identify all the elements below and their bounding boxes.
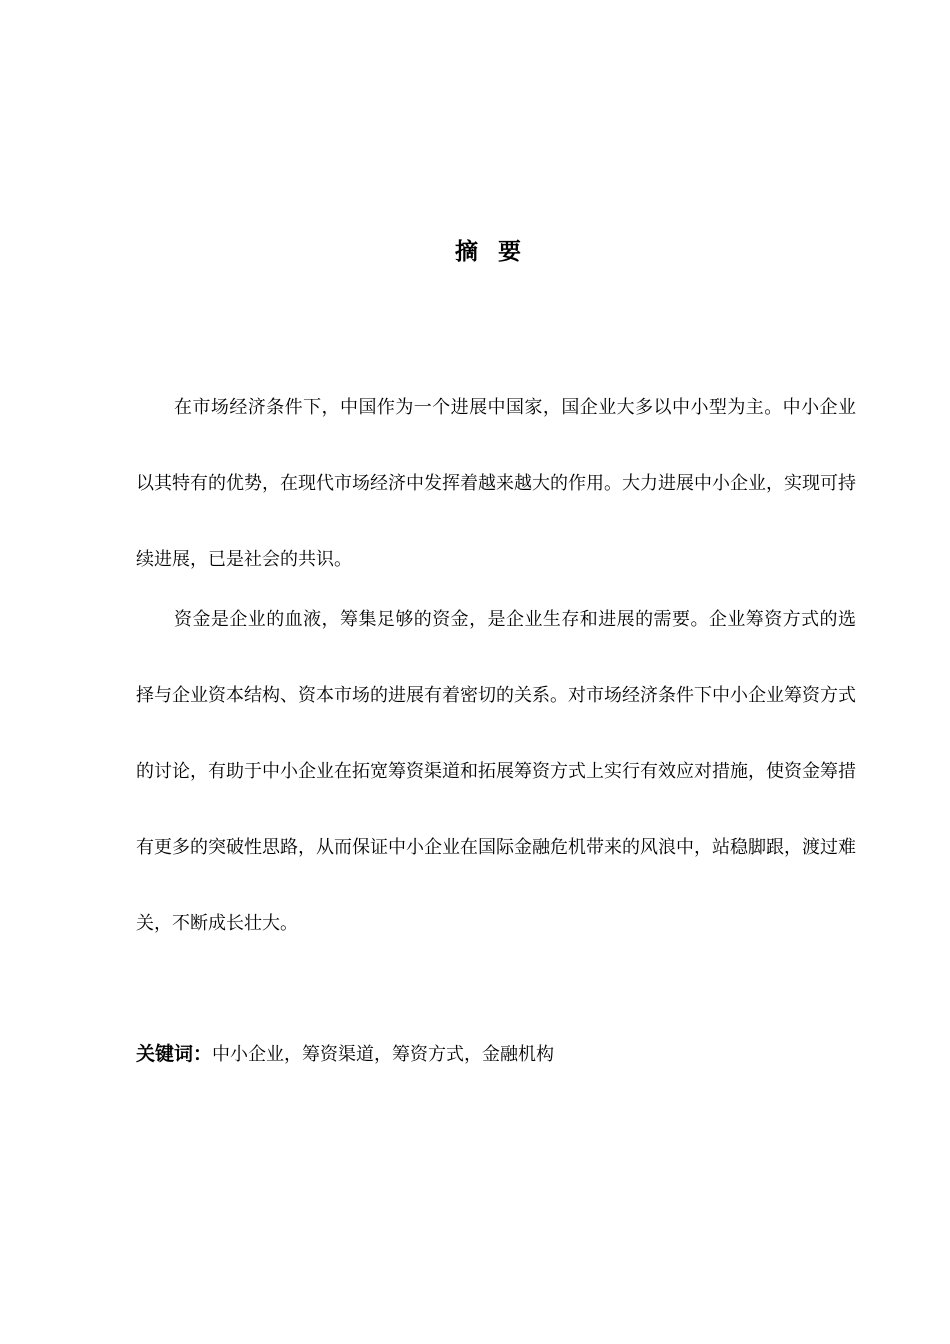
keywords-line (136, 1036, 554, 1073)
abstract-paragraph-2: 资金是企业的血液，筹集足够的资金，是企业生存和进展的需要。企业筹资方式的选择与企业资本结构、资本市场的进展有着密切的关系。对市场经济条件下中小企业筹资方式的讨论，有助于中小企业在拓宽筹资渠道和拓展筹资方式上实行有效应对措施，使资金筹措有更多的突破性思路，从而保证中小企业在国际金融危机带来的风浪中，站稳脚跟，渡过难关，不断成长壮大。 (136, 609, 856, 934)
abstract-paragraph-1: 在市场经济条件下，中国作为一个进展中国家，国企业大多以中小型为主。中小企业以其特有的优势，在现代市场经济中发挥着越来越大的作用。大力进展中小企业，实现可持续进展，已是社会的共识。 (136, 397, 856, 570)
keywords-value: 中小企业，筹资渠道，筹资方式，金融机构 (212, 1044, 555, 1065)
abstract-title: 摘要 (455, 239, 541, 265)
keywords-label: 关键词： (136, 1043, 213, 1065)
